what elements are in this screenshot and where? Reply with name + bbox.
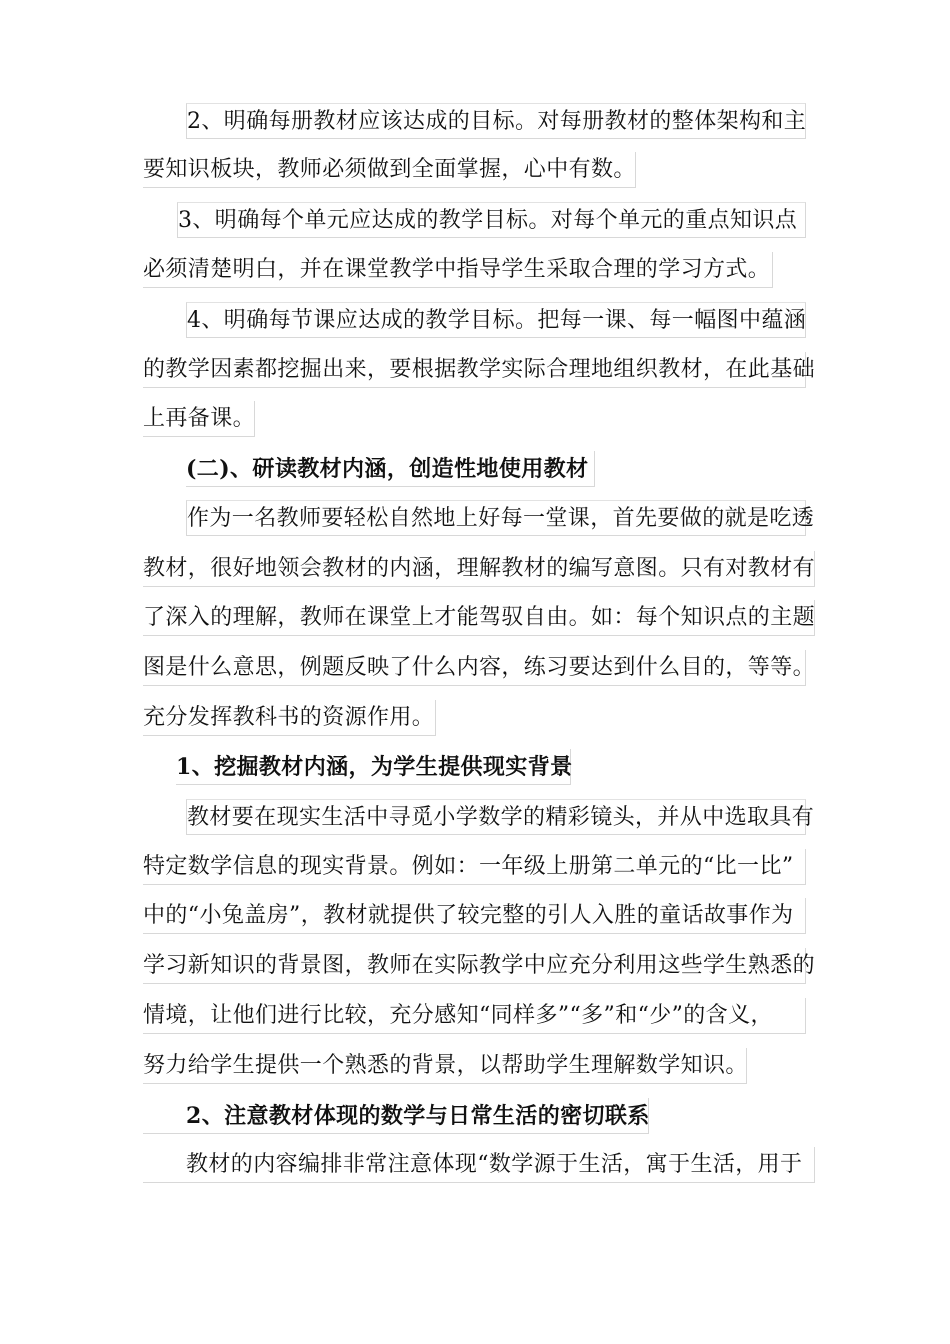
text-line: 必须清楚明白，并在课堂教学中指导学生采取合理的学习方式。 [143,252,773,288]
section-heading: (二)、研读教材内涵，创造性地使用教材 [186,451,595,487]
text-line: 了深入的理解，教师在课堂上才能驾驭自由。如：每个知识点的主题 [143,600,815,636]
text-line: 学习新知识的背景图，教师在实际教学中应充分利用这些学生熟悉的 [143,948,806,984]
text-line: 的教学因素都挖掘出来，要根据教学实际合理地组织教材，在此基础 [143,352,806,388]
text-line: 教材，很好地领会教材的内涵，理解教材的编写意图。只有对教材有 [143,551,815,587]
text-line: 上再备课。 [143,401,255,437]
text-line: 教材要在现实生活中寻觅小学数学的精彩镜头，并从中选取具有 [186,799,806,835]
text-line: 要知识板块，教师必须做到全面掌握，心中有数。 [143,152,636,188]
text-line: 中的“小兔盖房”，教材就提供了较完整的引人入胜的童话故事作为 [143,898,806,934]
text-line: 特定数学信息的现实背景。例如：一年级上册第二单元的“比一比” [143,849,806,885]
subsection-heading: 1、挖掘教材内涵，为学生提供现实背景 [176,749,571,785]
text-line: 情境，让他们进行比较，充分感知“同样多”“多”和“少”的含义， [143,998,806,1034]
text-line: 教材的内容编排非常注意体现“数学源于生活，寓于生活，用于 [143,1147,815,1183]
text-line: 充分发挥教科书的资源作用。 [143,700,436,736]
text-line: 4、明确每节课应达成的教学目标。把每一课、每一幅图中蕴涵 [186,302,806,338]
text-line: 努力给学生提供一个熟悉的背景，以帮助学生理解数学知识。 [143,1048,747,1084]
text-line: 2、明确每册教材应该达成的目标。对每册教材的整体架构和主 [186,103,806,139]
text-line: 图是什么意思，例题反映了什么内容，练习要达到什么目的，等等。 [143,650,806,686]
text-line: 作为一名教师要轻松自然地上好每一堂课，首先要做的就是吃透 [186,500,806,536]
text-line: 3、明确每个单元应达成的教学目标。对每个单元的重点知识点 [177,202,806,238]
subsection-heading: 2、注意教材体现的数学与日常生活的密切联系 [143,1098,649,1134]
